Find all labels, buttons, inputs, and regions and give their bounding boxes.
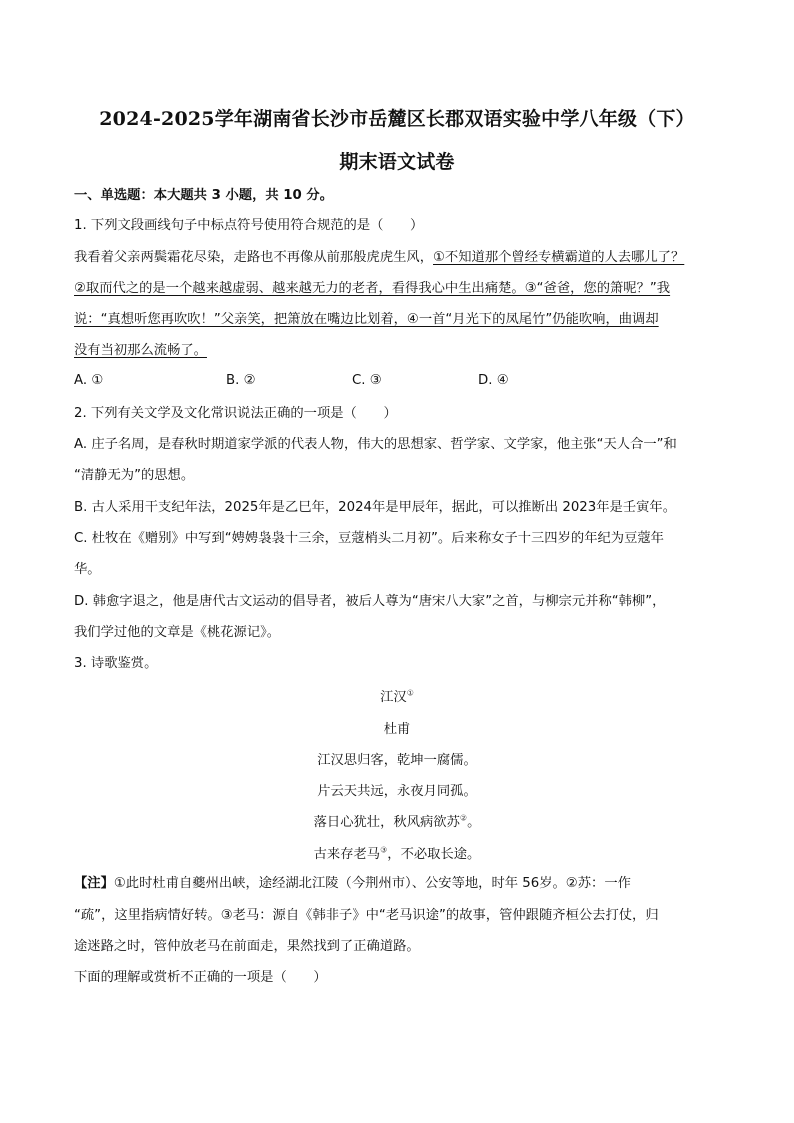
poem-line-3-end: 。: [467, 815, 481, 830]
poem-notes-line2: “疏”，这里指病情好转。③老马：源自《韩非子》中“老马识途”的故事，管仲跟随齐桓公去打仗，归: [74, 908, 659, 923]
q3-question: 下面的理解或赏析不正确的一项是（ ）: [74, 970, 327, 985]
q2-option-b: B. 古人采用干支纪年法，2025年是乙巳年，2024年是甲辰年，据此，可以推断出 2023年是壬寅年。: [74, 500, 677, 515]
poem-line-3-text: 落日心犹壮，秋风病欲苏: [313, 815, 460, 830]
q2-option-d-line1: D. 韩愈字退之，他是唐代古文运动的倡导者，被后人尊为“唐宋八大家”之首，与柳宗元并称“韩柳”，: [74, 594, 666, 609]
exam-title-line1: 2024-2025学年湖南省长沙市岳麓区长郡双语实验中学八年级（下）: [99, 108, 695, 130]
notes-text-1: ①此时杜甫自夔州出峡，途经湖北江陵（今荆州市）、公安等地，时年 56岁。②苏：一作: [113, 876, 631, 891]
poem-title: [0, 686, 794, 705]
poem-notes-line1: [74, 874, 631, 894]
q1-passage-plain: 我看着父亲两鬓霜花尽染，走路也不再像从前那般虎虎生风，: [74, 250, 434, 265]
q1-option-c: C. ③: [352, 373, 382, 388]
poem-line-4-text: 古来存老马: [313, 847, 381, 862]
q1-passage-line1: [74, 248, 684, 268]
poem-line-4: [0, 843, 794, 862]
q3-stem: 3. 诗歌鉴赏。: [74, 656, 158, 671]
poem-line-3: [0, 811, 794, 830]
q1-option-b: B. ②: [226, 373, 256, 388]
q2-option-d-line2: 我们学过他的文章是《桃花源记》。: [74, 625, 281, 640]
poem-line-4-end: ，不必取长途。: [387, 847, 481, 862]
q1-option-d: D. ④: [478, 373, 509, 388]
poem-line-3-note-mark: ②: [459, 813, 468, 823]
q2-option-c-line2: 华。: [74, 562, 101, 577]
q1-option-a: A. ①: [74, 373, 104, 388]
poem-notes-line3: 途迷路之时，管仲放老马在前面走，果然找到了正确道路。: [74, 939, 420, 954]
q2-option-a-line2: “清静无为”的思想。: [74, 468, 195, 483]
q1-passage-line2: ②取而代之的是一个越来越虚弱、越来越无力的老者，看得我心中生出痛楚。③“爸爸，您的箫呢？”我: [74, 281, 671, 296]
section-heading: 一、单选题：本大题共 3 小题，共 10 分。: [74, 188, 334, 203]
poem-line-1: 江汉思归客，乾坤一腐儒。: [317, 753, 477, 768]
q2-option-a-line1: A. 庄子名周，是春秋时期道家学派的代表人物，伟大的思想家、哲学家、文学家，他主张“天人合一”和: [74, 437, 677, 452]
q2-stem: 2. 下列有关文学及文化常识说法正确的一项是（ ）: [74, 406, 397, 421]
notes-label: 【注】: [74, 876, 114, 891]
q1-underlined-sentence-1: ①不知道那个曾经专横霸道的人去哪儿了？: [433, 250, 685, 265]
exam-title-line2: 期末语文试卷: [339, 151, 455, 173]
poem-author: 杜甫: [383, 722, 411, 737]
poem-title-note-mark: ①: [406, 688, 414, 698]
poem-line-4-note-mark: ③: [380, 845, 388, 855]
poem-line-2: 片云天共远，永夜月同孤。: [317, 784, 477, 799]
q1-stem: 1. 下列文段画线句子中标点符号使用符合规范的是（ ）: [74, 218, 424, 233]
q1-passage-line3: 说：“真想听您再吹吹！”父亲笑，把箫放在嘴边比划着，④一首“月光下的凤尾竹”仍能吹响，曲调却: [74, 312, 659, 327]
q2-option-c-line1: C. 杜牧在《赠别》中写到“娉娉袅袅十三余，豆蔻梢头二月初”。后来称女子十三四岁的年纪为豆蔻年: [74, 531, 664, 546]
q1-passage-line4: 没有当初那么流畅了。: [74, 343, 207, 358]
poem-title-text: 江汉: [380, 690, 407, 705]
